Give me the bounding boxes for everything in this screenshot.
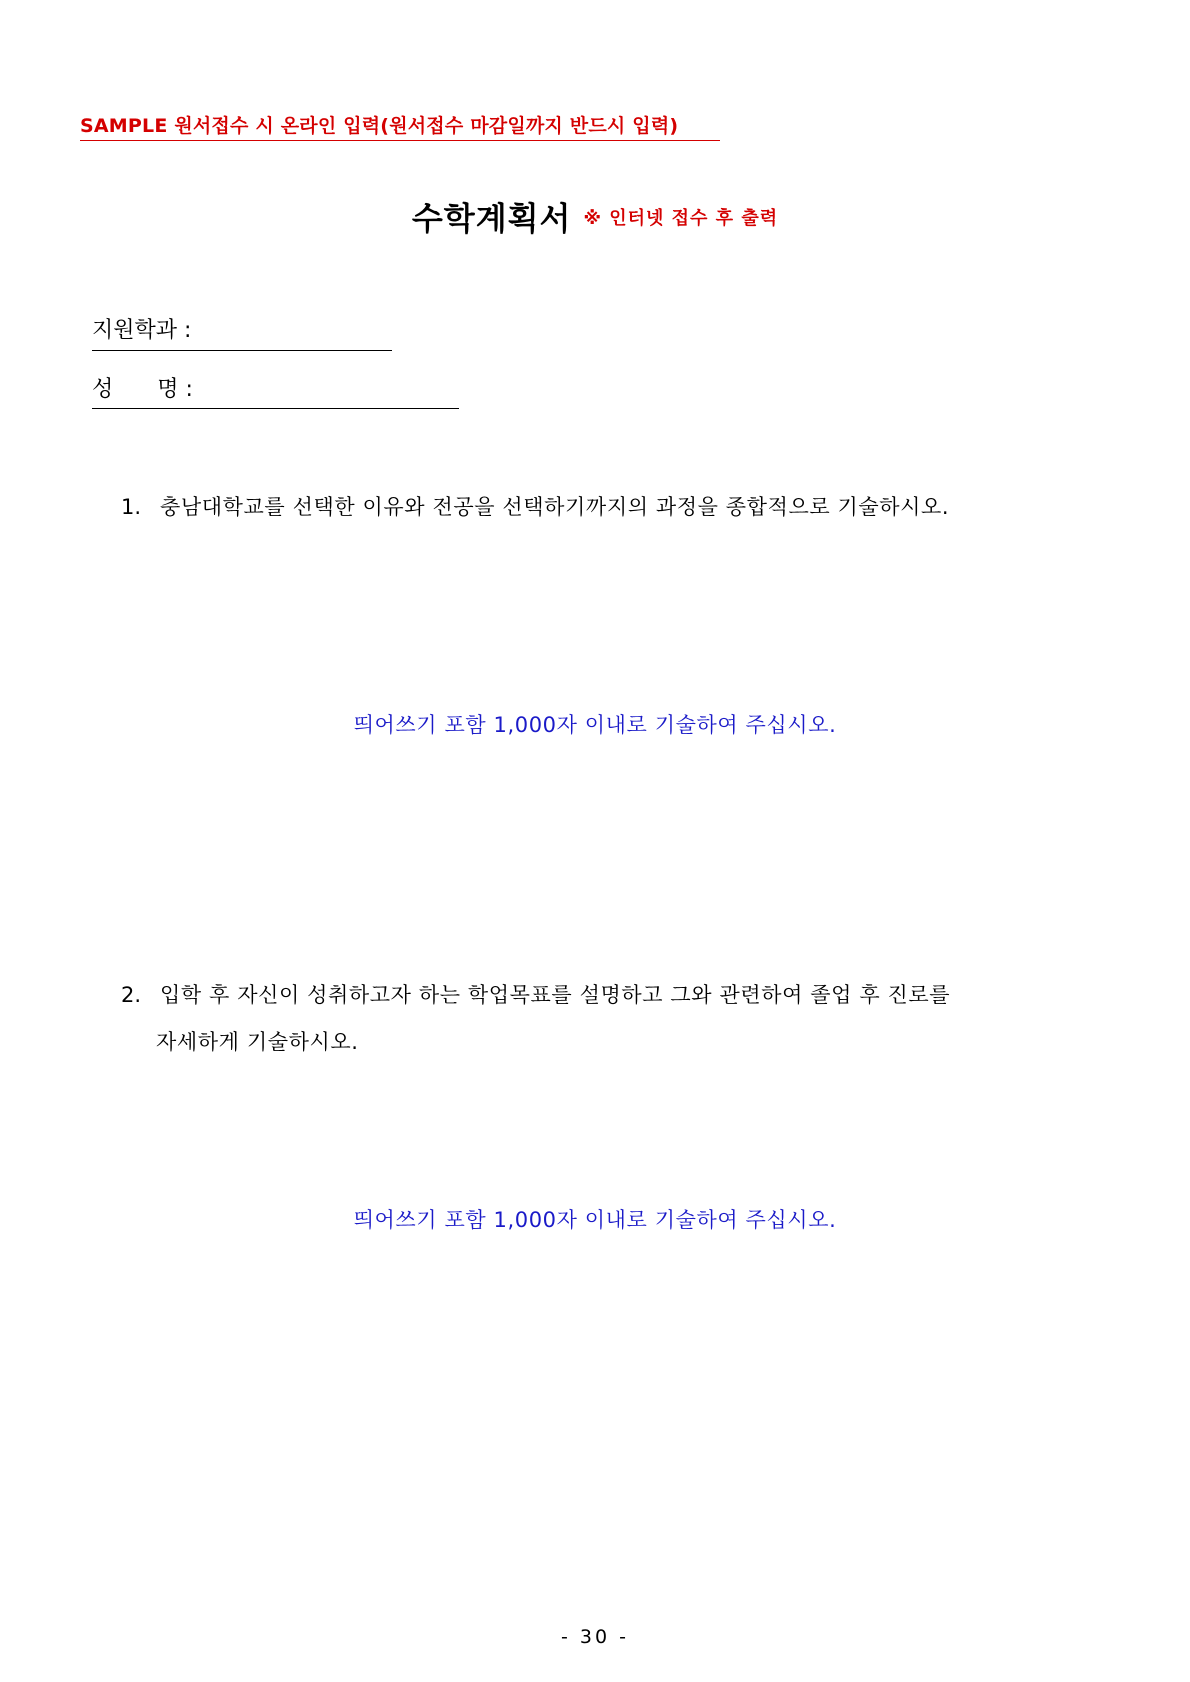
question-2-number: 2. bbox=[121, 983, 142, 1007]
department-field[interactable] bbox=[92, 350, 392, 351]
online-entry-notice: SAMPLE 원서접수 시 온라인 입력(원서접수 마감일까지 반드시 입력) bbox=[80, 115, 679, 137]
document-title: 수학계획서 bbox=[411, 199, 572, 238]
question-2-text-line-1: 입학 후 자신이 성취하고자 하는 학업목표를 설명하고 그와 관련하여 졸업 후 진로를 bbox=[160, 983, 951, 1007]
page-number: - 30 - bbox=[561, 1626, 629, 1648]
question-2-text-line-2: 자세하게 기술하시오. bbox=[156, 1030, 359, 1054]
department-label: 지원학과 : bbox=[92, 318, 192, 343]
name-field[interactable] bbox=[92, 408, 459, 409]
print-note: ※ 인터넷 접수 후 출력 bbox=[583, 207, 779, 229]
question-1-number: 1. bbox=[121, 495, 142, 519]
document-header bbox=[0, 196, 1190, 241]
question-1-length-hint[interactable]: 띄어쓰기 포함 1,000자 이내로 기술하여 주십시오. bbox=[353, 713, 837, 737]
notice-underline bbox=[80, 140, 720, 141]
question-1-text: 충남대학교를 선택한 이유와 전공을 선택하기까지의 과정을 종합적으로 기술하시오. bbox=[160, 495, 950, 519]
question-2-length-hint[interactable]: 띄어쓰기 포함 1,000자 이내로 기술하여 주십시오. bbox=[353, 1208, 837, 1232]
name-label: 성 명 : bbox=[92, 377, 193, 402]
